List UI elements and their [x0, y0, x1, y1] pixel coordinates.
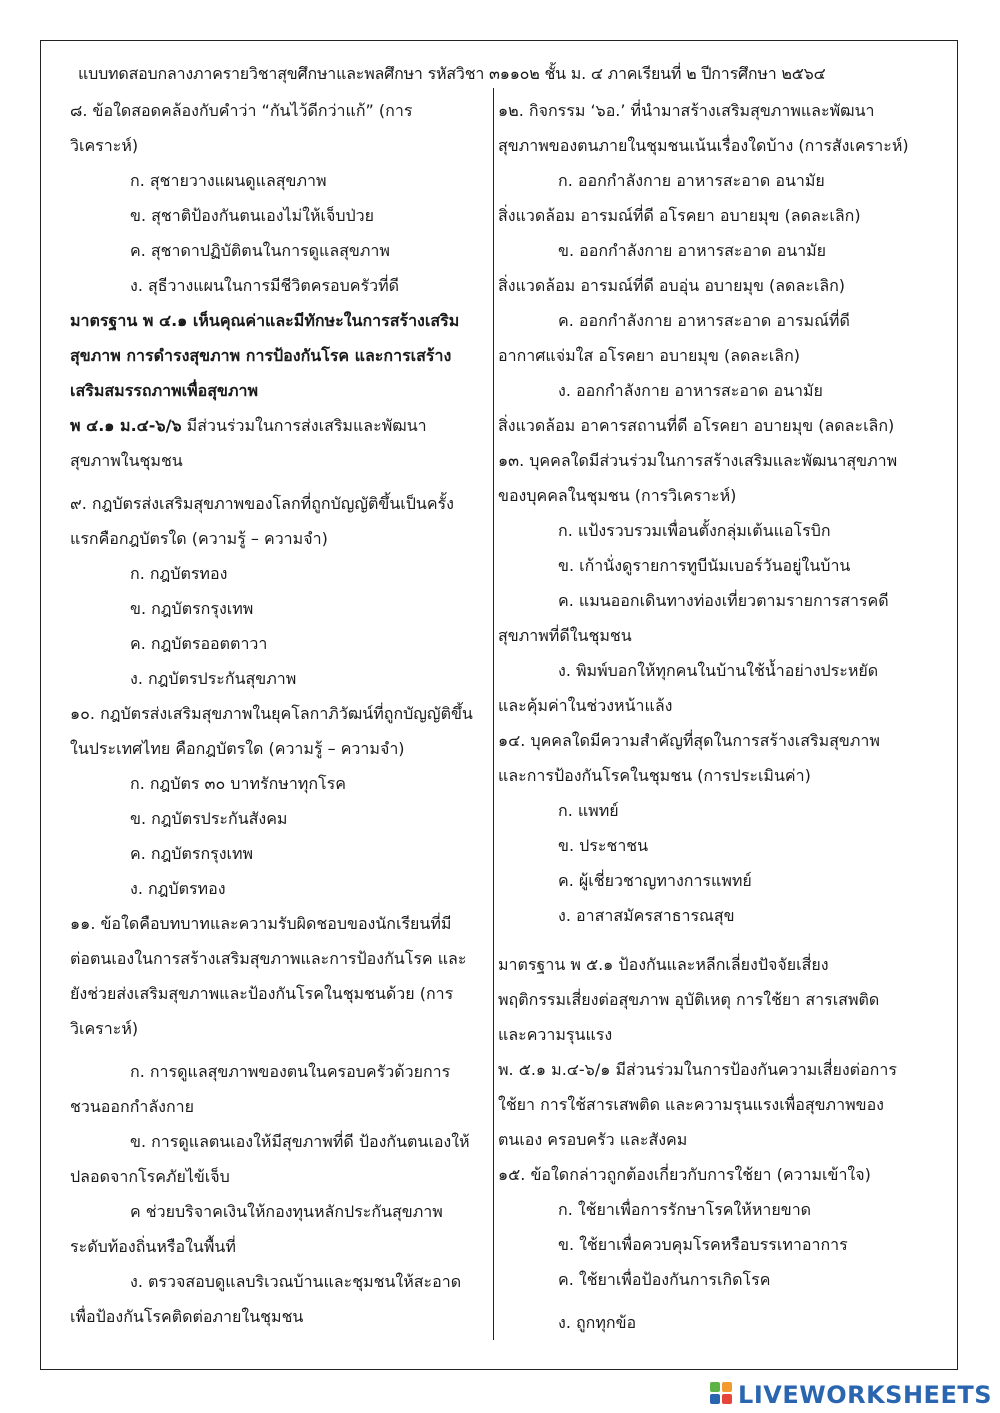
- indicator: [70, 408, 486, 478]
- indicator-text: สุขภาพในชุมชน: [70, 451, 183, 470]
- question-14: [498, 723, 918, 933]
- exam-header: แบบทดสอบกลางภาครายวิชาสุขศึกษาและพลศึกษา รหัสวิชา ๓๑๑๐๒ ชั้น ม. ๔ ภาคเรียนที่ ๒ ปีการศึกษา ๒๕๖๔: [78, 64, 826, 83]
- choice-c[interactable]: [70, 1194, 486, 1264]
- choice-a[interactable]: [498, 163, 918, 233]
- choice-text: สุขภาพที่ดีในชุมชน: [498, 626, 632, 645]
- standard-heading: [70, 303, 486, 408]
- choice-b[interactable]: ข. ประชาชน: [558, 836, 649, 855]
- question-9: [70, 486, 486, 696]
- indicator-text: พ. ๕.๑ ม.๔-๖/๑ มีส่วนร่วมในการป้องกันความเสี่ยงต่อการ: [498, 1060, 897, 1079]
- column-divider: [493, 88, 494, 1340]
- choice-c[interactable]: ค. ผู้เชี่ยวชาญทางการแพทย์: [558, 871, 752, 890]
- question-stem: ๑๒. กิจกรรม ‘๖อ.’ ที่นำมาสร้างเสริมสุขภาพและพัฒนา: [498, 101, 875, 120]
- choice-text: ก. ออกกำลังกาย อาหารสะอาด อนามัย: [558, 171, 825, 190]
- question-stem: ในประเทศไทย คือกฎบัตรใด (ความรู้ – ความจำ): [70, 739, 405, 758]
- indicator-text: มีส่วนร่วมในการส่งเสริมและพัฒนา: [181, 416, 427, 435]
- question-stem: ยังช่วยส่งเสริมสุขภาพและป้องกันโรคในชุมชนด้วย (การ: [70, 984, 454, 1003]
- question-stem: และการป้องกันโรคในชุมชน (การประเมินค่า): [498, 766, 811, 785]
- choice-text: ก. แป้งรวบรวมเพื่อนตั้งกลุ่มเต้นแอโรบิก: [558, 521, 831, 540]
- choice-text: ง. ออกกำลังกาย อาหารสะอาด อนามัย: [558, 381, 823, 400]
- choice-text: ข. การดูแลตนเองให้มีสุขภาพที่ดี ป้องกันตนเองให้: [130, 1132, 470, 1151]
- choice-d[interactable]: ง. ถูกทุกข้อ: [558, 1313, 637, 1332]
- question-stem: ของบุคคลในชุมชน (การวิเคราะห์): [498, 486, 737, 505]
- indicator-text: ใช้ยา การใช้สารเสพติด และความรุนแรงเพื่อสุขภาพของ: [498, 1095, 884, 1114]
- question-stem: วิเคราะห์): [70, 1019, 139, 1038]
- standard-text: เสริมสมรรถภาพเพื่อสุขภาพ: [70, 381, 259, 400]
- choice-text: ปลอดจากโรคภัยไข้เจ็บ: [70, 1167, 230, 1186]
- choice-d[interactable]: [498, 653, 918, 723]
- liveworksheets-logo: [710, 1380, 992, 1410]
- choice-b[interactable]: ข. ใช้ยาเพื่อควบคุมโรคหรือบรรเทาอาการ: [558, 1235, 848, 1254]
- standard-text: มาตรฐาน พ ๔.๑ เห็นคุณค่าและมีทักษะในการสร้างเสริม: [70, 311, 460, 330]
- choice-a[interactable]: [498, 513, 918, 548]
- choice-text: สิ่งแวดล้อม อารมณ์ที่ดี อโรคยา อบายมุข (ลดละเลิก): [498, 206, 861, 225]
- choice-b[interactable]: [498, 233, 918, 303]
- choice-c[interactable]: ค. กฎบัตรออตตาวา: [130, 634, 268, 653]
- question-stem: แรกคือกฎบัตรใด (ความรู้ – ความจำ): [70, 529, 328, 548]
- choice-a[interactable]: ก. สุชายวางแผนดูแลสุขภาพ: [130, 171, 327, 190]
- question-10: [70, 696, 486, 906]
- standard-text: และความรุนแรง: [498, 1025, 613, 1044]
- choice-text: ค. ออกกำลังกาย อาหารสะอาด อารมณ์ที่ดี: [558, 311, 850, 330]
- question-8: [70, 93, 486, 303]
- choice-c[interactable]: ค. ใช้ยาเพื่อป้องกันการเกิดโรค: [558, 1270, 771, 1289]
- choice-a[interactable]: ก. แพทย์: [558, 801, 619, 820]
- choice-b[interactable]: ข. สุชาติป้องกันตนเองไม่ให้เจ็บป่วย: [130, 206, 374, 225]
- choice-b[interactable]: [498, 548, 918, 583]
- question-stem: ๙. กฎบัตรส่งเสริมสุขภาพของโลกที่ถูกบัญญัติขึ้นเป็นครั้ง: [70, 494, 454, 513]
- choice-b[interactable]: ข. กฎบัตรกรุงเทพ: [130, 599, 254, 618]
- choice-c[interactable]: ค. กฎบัตรกรุงเทพ: [130, 844, 254, 863]
- choice-a[interactable]: ก. ใช้ยาเพื่อการรักษาโรคให้หายขาด: [558, 1200, 812, 1219]
- question-13: [498, 443, 918, 723]
- choice-d[interactable]: ง. อาสาสมัครสาธารณสุข: [558, 906, 735, 925]
- choice-text: ชวนออกกำลังกาย: [70, 1097, 195, 1116]
- choice-c[interactable]: ค. สุชาดาปฏิบัติตนในการดูแลสุขภาพ: [130, 241, 390, 260]
- choice-text: สิ่งแวดล้อม อารมณ์ที่ดี อบอุ่น อบายมุข (ลดละเลิก): [498, 276, 846, 295]
- question-stem: ๑๑. ข้อใดคือบทบาทและความรับผิดชอบของนักเรียนที่มี: [70, 914, 452, 933]
- choice-b[interactable]: [70, 1124, 486, 1194]
- choice-d[interactable]: [498, 373, 918, 443]
- question-15: [498, 1157, 918, 1340]
- question-stem: ๑๕. ข้อใดกล่าวถูกต้องเกี่ยวกับการใช้ยา (ความเข้าใจ): [498, 1165, 871, 1184]
- choice-text: ข. เก้านั่งดูรายการทูบีนัมเบอร์วันอยู่ในบ้าน: [558, 556, 851, 575]
- indicator-text: ตนเอง ครอบครัว และสังคม: [498, 1130, 688, 1149]
- choice-d[interactable]: ง. กฎบัตรประกันสุขภาพ: [130, 669, 297, 688]
- standard-text: มาตรฐาน พ ๕.๑ ป้องกันและหลีกเลี่ยงปัจจัยเสี่ยง: [498, 955, 829, 974]
- choice-text: ค ช่วยบริจาคเงินให้กองทุนหลักประกันสุขภาพ: [130, 1202, 443, 1221]
- choice-text: ง. ตรวจสอบดูแลบริเวณบ้านและชุมชนให้สะอาด: [130, 1272, 462, 1291]
- choice-a[interactable]: ก. กฎบัตรทอง: [130, 564, 228, 583]
- standard-text: สุขภาพ การดำรงสุขภาพ การป้องกันโรค และการเสร้าง: [70, 346, 452, 365]
- choice-c[interactable]: [498, 303, 918, 373]
- question-stem: ๑๔. บุคคลใดมีความสำคัญที่สุดในการสร้างเสริมสุขภาพ: [498, 731, 880, 750]
- question-stem: ๘. ข้อใดสอดคล้องกับคำว่า “กันไว้ดีกว่าแก้” (การ: [70, 101, 413, 120]
- standard-text: พฤติกรรมเสี่ยงต่อสุขภาพ อุบัติเหตุ การใช้ยา สารเสพติด: [498, 990, 880, 1009]
- question-stem: ต่อตนเองในการสร้างเสริมสุขภาพและการป้องกันโรค และ: [70, 949, 467, 968]
- question-stem: ๑๓. บุคคลใดมีส่วนร่วมในการสร้างเสริมและพัฒนาสุขภาพ: [498, 451, 898, 470]
- choice-text: ก. การดูแลสุขภาพของตนในครอบครัวด้วยการ: [130, 1062, 451, 1081]
- choice-text: ค. แมนออกเดินทางท่องเที่ยวตามรายการสารคดี: [558, 591, 889, 610]
- indicator-code: พ ๔.๑ ม.๔-๖/๖: [70, 416, 182, 435]
- choice-a[interactable]: [70, 1054, 486, 1124]
- choice-d[interactable]: ง. สุธีวางแผนในการมีชีวิตครอบครัวที่ดี: [130, 276, 399, 295]
- standard-heading: [498, 947, 918, 1052]
- choice-text: ระดับท้องถิ่นหรือในพื้นที่: [70, 1237, 236, 1256]
- left-column: [70, 93, 486, 1334]
- choice-text: ง. พิมพ์บอกให้ทุกคนในบ้านใช้น้ำอย่างประหยัด: [558, 661, 879, 680]
- choice-text: เพื่อป้องกันโรคติดต่อภายในชุมชน: [70, 1307, 304, 1326]
- right-column: [498, 93, 918, 1340]
- choice-text: สิ่งแวดล้อม อาคารสถานที่ดี อโรคยา อบายมุข (ลดละเลิก): [498, 416, 895, 435]
- question-11: [70, 906, 486, 1334]
- choice-text: อากาศแจ่มใส อโรคยา อบายมุข (ลดละเลิก): [498, 346, 800, 365]
- choice-a[interactable]: ก. กฎบัตร ๓๐ บาทรักษาทุกโรค: [130, 774, 346, 793]
- liveworksheets-icon: [710, 1382, 736, 1408]
- logo-text: LIVEWORKSHEETS: [738, 1381, 992, 1409]
- question-12: [498, 93, 918, 443]
- question-stem: สุขภาพของตนภายในชุมชนเน้นเรื่องใดบ้าง (การสังเคราะห์): [498, 136, 909, 155]
- choice-text: ข. ออกกำลังกาย อาหารสะอาด อนามัย: [558, 241, 827, 260]
- choice-c[interactable]: [498, 583, 918, 653]
- choice-d[interactable]: [70, 1264, 486, 1334]
- question-stem: วิเคราะห์): [70, 136, 139, 155]
- choice-text: และคุ้มค่าในช่วงหน้าแล้ง: [498, 696, 673, 715]
- choice-b[interactable]: ข. กฎบัตรประกันสังคม: [130, 809, 288, 828]
- question-stem: ๑๐. กฎบัตรส่งเสริมสุขภาพในยุคโลกาภิวัฒน์ที่ถูกบัญญัติขึ้น: [70, 704, 473, 723]
- choice-d[interactable]: ง. กฎบัตรทอง: [130, 879, 226, 898]
- indicator: [498, 1052, 918, 1157]
